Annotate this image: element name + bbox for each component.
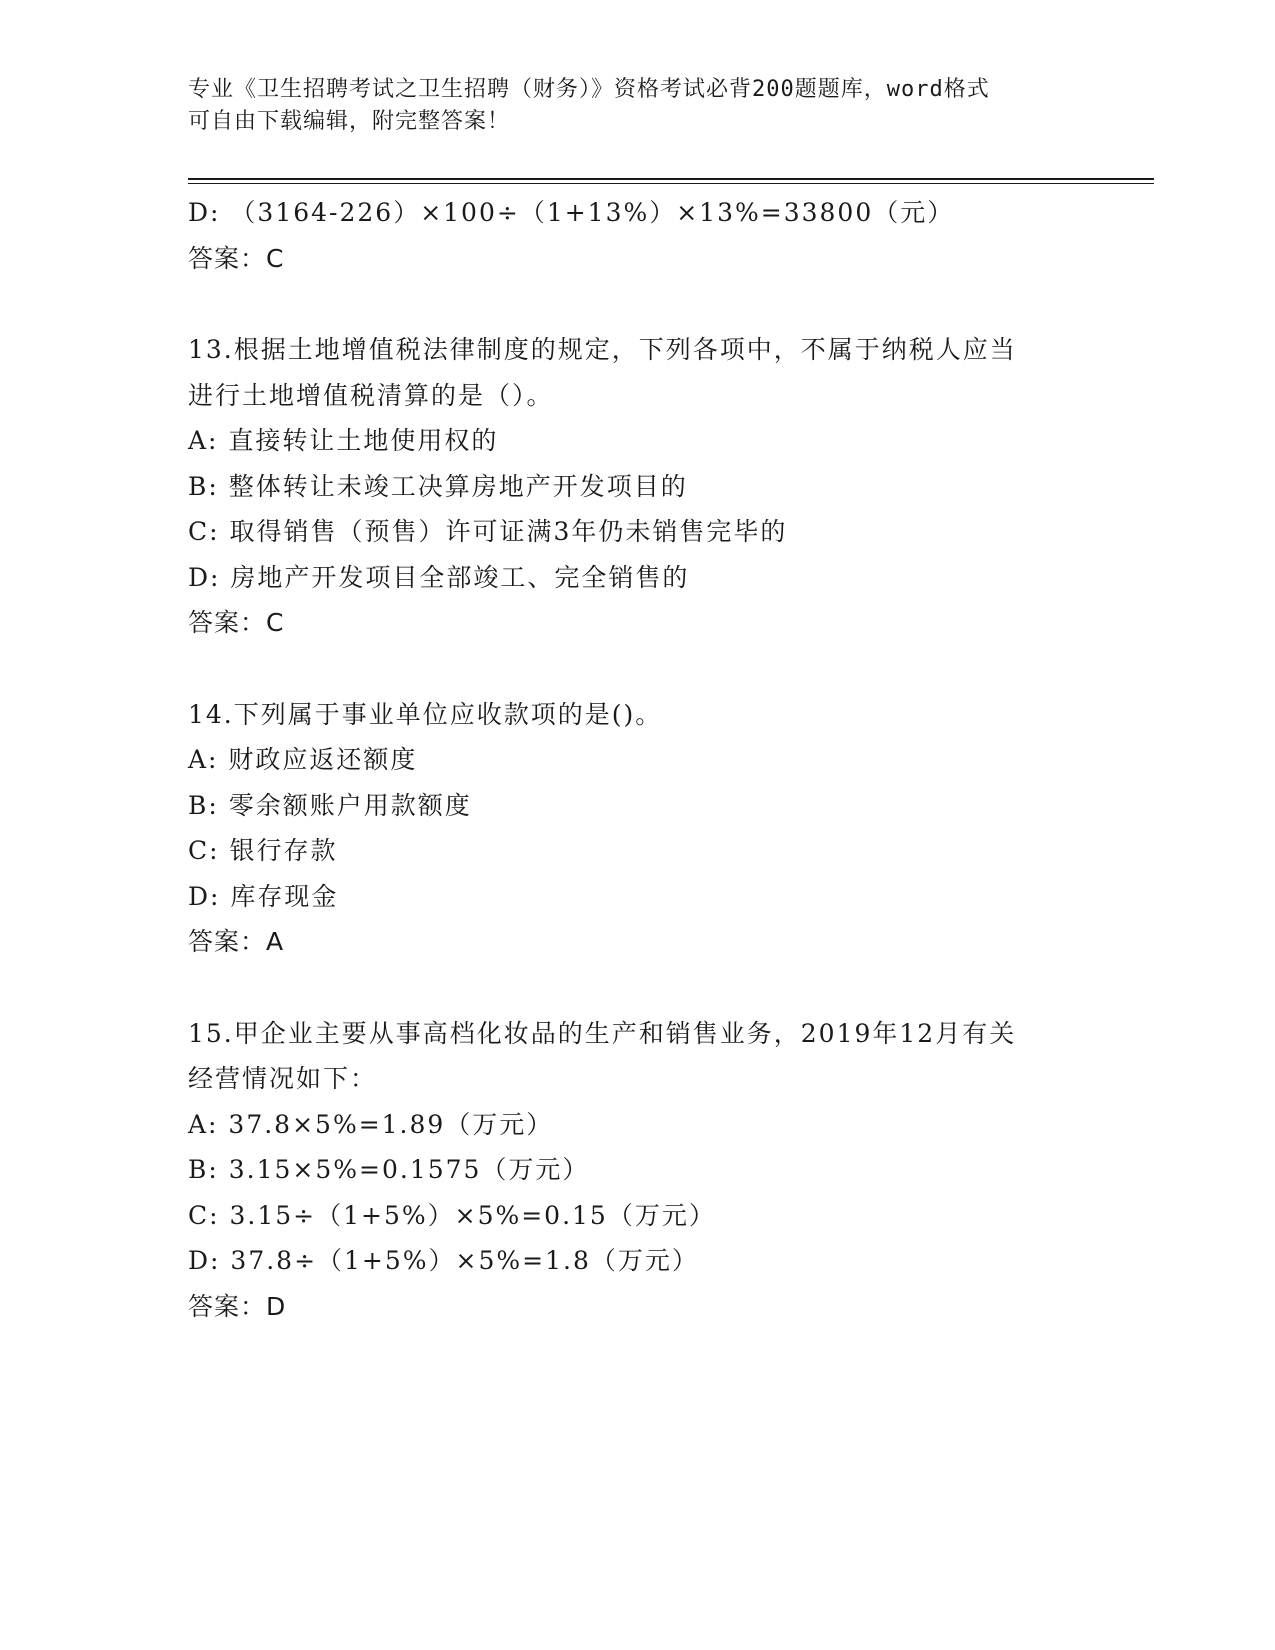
header-line-2: 可自由下载编辑，附完整答案！: [188, 109, 511, 134]
question-15: [188, 1011, 1088, 1330]
question-list: [188, 190, 1088, 1329]
option-b: B: 3.15×5%=0.1575（万元）: [188, 1155, 590, 1184]
option-b: B: 整体转让未竣工决算房地产开发项目的: [188, 471, 688, 501]
spacer: [188, 646, 1088, 692]
question-stem-cont: 经营情况如下：: [188, 1064, 378, 1093]
answer: 答案：A: [188, 927, 285, 956]
answer: 答案：C: [188, 608, 285, 637]
question-14: [188, 692, 1088, 965]
answer: 答案：C: [188, 243, 285, 273]
spacer: [188, 965, 1088, 1011]
question-stem: 14.下列属于事业单位应收款项的是()。: [188, 699, 663, 729]
option-d: D: 房地产开发项目全部竣工、完全销售的: [188, 562, 690, 592]
header-divider: [188, 178, 1154, 184]
question-12-tail: [188, 190, 1088, 281]
question-13: [188, 327, 1088, 646]
option-a: A: 37.8×5%=1.89（万元）: [188, 1109, 554, 1139]
answer: 答案：D: [188, 1291, 287, 1321]
option-c: C: 银行存款: [188, 836, 338, 865]
option-d: D: （3164-226）×100÷（1+13%）×13%=33800（元）: [188, 198, 955, 227]
page-header: [188, 74, 1068, 138]
option-b: B: 零余额账户用款额度: [188, 790, 472, 820]
option-c: C: 取得销售（预售）许可证满3年仍未销售完毕的: [188, 517, 788, 546]
question-stem: 15.甲企业主要从事高档化妆品的生产和销售业务，2019年12月有关: [188, 1018, 1017, 1048]
header-line-1: 专业《卫生招聘考试之卫生招聘（财务）》资格考试必背200题题库，word格式: [188, 77, 990, 102]
option-a: A: 直接转让土地使用权的: [188, 426, 499, 455]
option-c: C: 3.15÷（1+5%）×5%=0.15（万元）: [188, 1200, 716, 1230]
question-stem-cont: 进行土地增值税清算的是（）。: [188, 380, 554, 410]
question-stem: 13.根据土地增值税法律制度的规定，下列各项中，不属于纳税人应当: [188, 335, 1017, 364]
option-d: D: 库存现金: [188, 881, 339, 911]
option-a: A: 财政应返还额度: [188, 745, 418, 774]
option-d: D: 37.8÷（1+5%）×5%=1.8（万元）: [188, 1246, 699, 1275]
spacer: [188, 281, 1088, 327]
